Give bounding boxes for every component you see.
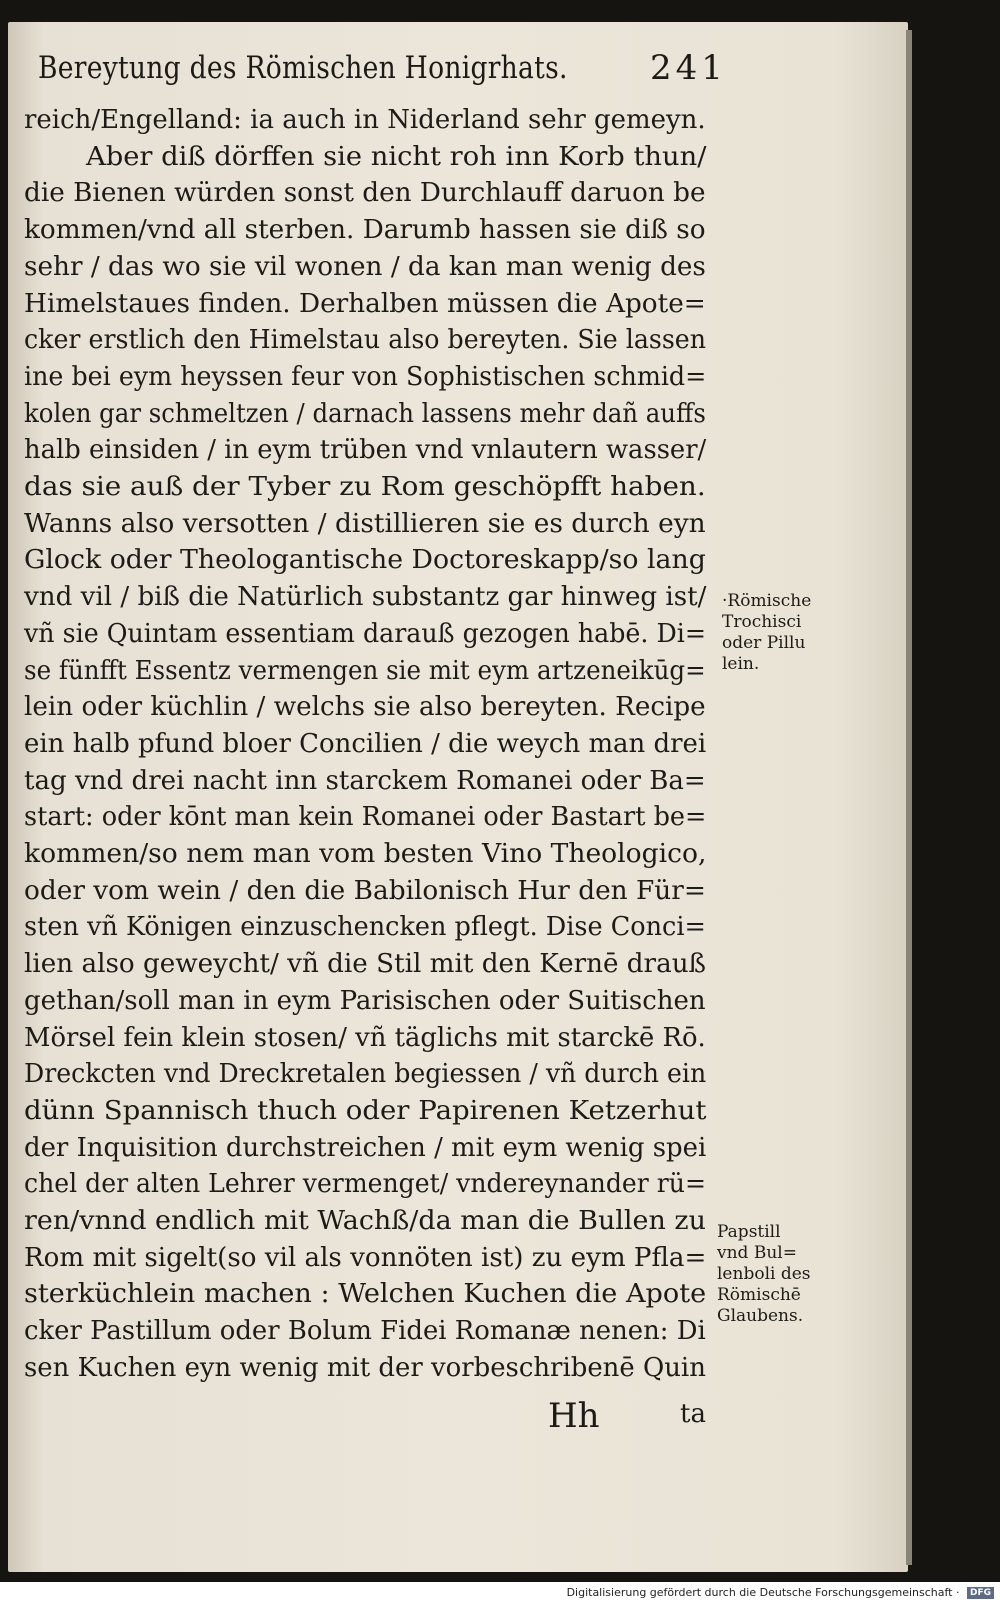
margin-note-2 — [717, 1222, 811, 1327]
page-edge — [906, 30, 912, 1565]
text-line: kommen/so nem man vom besten Vino Theologico, — [24, 839, 707, 869]
margin-note-line: Römischē — [717, 1285, 801, 1305]
text-line: Wanns also versotten / distillieren sie es durch eyn — [24, 508, 706, 539]
text-line: das sie auß der Tyber zu Rom geschöpfft haben. — [24, 472, 706, 502]
text-line: kolen gar schmeltzen / darnach lassens mehr dañ auffs — [24, 398, 706, 429]
margin-note-line: ·Römische — [722, 591, 812, 611]
text-line: lien also geweycht/ vñ die Stil mit den Kernē drauß — [24, 949, 707, 980]
text-line: vnd vil / biß die Natürlich substantz gar hinweg ist/ — [24, 582, 707, 613]
text-line: lein oder küchlin / welchs sie also bereyten. Recipe — [24, 692, 706, 723]
text-line: dünn Spannisch thuch oder Papirenen Ketzerhut — [24, 1095, 707, 1126]
margin-note-line: Papstill — [717, 1222, 781, 1242]
text-line: halb einsiden / in eym trüben vnd vnlautern wasser/ — [24, 435, 707, 466]
margin-note-1 — [722, 591, 811, 675]
text-line: cker Pastillum oder Bolum Fidei Romanæ nenen: Di — [24, 1316, 706, 1347]
text-line: ein halb pfund bloer Concilien / die weych man drei — [24, 728, 707, 759]
margin-note-line: lein. — [722, 654, 760, 674]
dfg-logo: DFG — [967, 1587, 994, 1599]
text-line: sten vñ Königen einzuschencken pflegt. Dise Conci= — [24, 912, 706, 943]
margin-note-line: oder Pillu — [722, 633, 806, 653]
text-line: Dreckcten vnd Dreckretalen begiessen / vñ durch ein — [24, 1059, 707, 1090]
text-line: sen Kuchen eyn wenig mit der vorbeschribenē Quin — [24, 1352, 706, 1383]
running-title: Bereytung des Römischen Honigrhats. — [38, 50, 568, 86]
text-line: Aber diß dörffen sie nicht roh inn Korb thun/ — [86, 141, 707, 172]
margin-note-line: lenboli des — [717, 1264, 811, 1284]
text-line: die Bienen würden sonst den Durchlauff daruon be — [24, 178, 706, 209]
text-line: Glock oder Theologantische Doctoreskapp/so lang — [24, 545, 706, 576]
credit-text: Digitalisierung gefördert durch die Deutsche Forschungsgemeinschaft · — [566, 1586, 960, 1599]
margin-note-line: vnd Bul= — [717, 1243, 797, 1263]
page-number: 241 — [650, 48, 727, 88]
text-line: ine bei eym heyssen feur von Sophistischen schmid= — [24, 361, 707, 392]
text-line: oder vom wein / den die Babilonisch Hur den Für= — [24, 875, 706, 906]
catchword: ta — [680, 1399, 706, 1429]
text-line: ren/vnnd endlich mit Wachß/da man die Bullen zu — [24, 1206, 706, 1236]
text-line: sehr / das wo sie vil wonen / da kan man wenig des — [24, 251, 706, 282]
text-line: vñ sie Quintam essentiam darauß gezogen habē. Di= — [24, 618, 707, 649]
margin-note-line: Glaubens. — [717, 1306, 804, 1326]
text-line: der Inquisition durchstreichen / mit eym wenig spei — [24, 1132, 707, 1163]
text-line: chel der alten Lehrer vermenget/ vndereynander rü= — [24, 1169, 706, 1200]
text-line: Rom mit sigelt(so vil als vonnöten ist) zu eym Pfla= — [24, 1242, 707, 1273]
margin-note-line: Trochisci — [722, 612, 802, 632]
text-line: se fünfft Essentz vermengen sie mit eym artzeneikūg= — [24, 655, 706, 686]
text-line: sterküchlein machen : Welchen Kuchen die Apote — [24, 1279, 707, 1310]
text-line: Himelstaues finden. Derhalben müssen die Apote= — [24, 288, 706, 319]
text-line: start: oder kōnt man kein Romanei oder Bastart be= — [24, 802, 707, 833]
text-line: kommen/vnd all sterben. Darumb hassen sie diß so — [24, 215, 706, 246]
text-line: cker erstlich den Himelstau also bereyten. Sie lassen — [24, 325, 707, 356]
digitization-credit — [0, 1586, 994, 1599]
signature-mark: Hh — [548, 1396, 600, 1436]
text-line: tag vnd drei nacht inn starckem Romanei oder Ba= — [24, 765, 706, 796]
text-line: Mörsel fein klein stosen/ vñ täglichs mit starckē Rō. — [24, 1022, 706, 1053]
text-line: reich/Engelland: ia auch in Niderland sehr gemeyn. — [24, 105, 706, 135]
text-line: gethan/soll man in eym Parisischen oder Suitischen — [24, 985, 706, 1016]
